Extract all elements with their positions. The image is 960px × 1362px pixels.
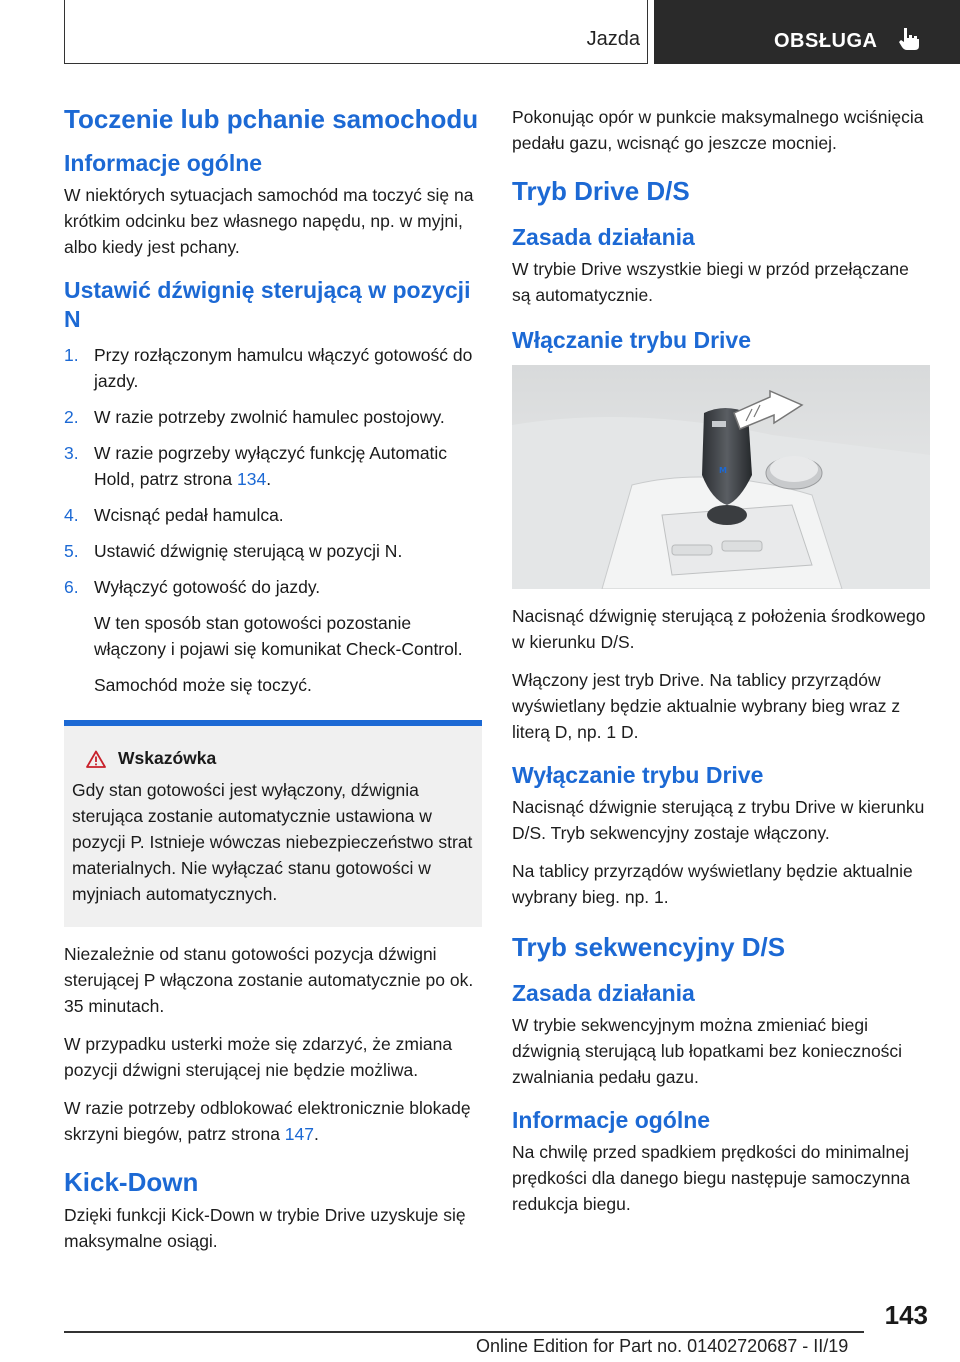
header-section-title: Jazda bbox=[586, 28, 640, 50]
steps-list bbox=[64, 342, 482, 600]
warning-box bbox=[64, 720, 482, 927]
heading-tryb-sekwencyjny: Tryb sekwencyjny D/S bbox=[512, 932, 786, 962]
warning-title: Wskazówka bbox=[72, 748, 474, 769]
list-item: 1. Przy rozłączonym hamulcu włączyć gotowość do jazdy. bbox=[64, 345, 473, 391]
heading-ustawic-dzwignie: Ustawić dźwignię sterującą w pozycji N bbox=[64, 277, 471, 332]
paragraph-zasada-sekw: W trybie sekwencyjnym można zmieniać biegi dźwignią sterującą lub łopatkami bez konieczności zwalniania pedału gazu. bbox=[512, 1015, 903, 1087]
paragraph-usterki: W przypadku usterki może się zdarzyć, że zmiana pozycji dźwigni sterującej nie będzie możliwa. bbox=[64, 1034, 453, 1080]
warning-triangle-icon bbox=[86, 750, 106, 768]
footer-edition: Online Edition for Part no. 01402720687 - II/19 bbox=[476, 1336, 849, 1356]
heading-kick-down: Kick-Down bbox=[64, 1167, 199, 1197]
list-item: 2. W razie potrzeby zwolnić hamulec postojowy. bbox=[64, 407, 445, 427]
step-note-check-control: W ten sposób stan gotowości pozostanie włączony i pojawi się komunikat Check-Control. bbox=[94, 613, 463, 659]
page-link-134[interactable]: 134 bbox=[236, 469, 267, 489]
header-tab[interactable] bbox=[654, 0, 960, 64]
header-frame bbox=[64, 0, 648, 64]
heading-informacje-ogolne-2: Informacje ogólne bbox=[512, 1107, 711, 1133]
footer-divider bbox=[64, 1331, 864, 1333]
paragraph-zasada-drive: W trybie Drive wszystkie biegi w przód przełączane są automatycznie. bbox=[512, 259, 909, 305]
svg-text:M: M bbox=[719, 466, 727, 475]
page-link-147[interactable]: 147 bbox=[284, 1124, 314, 1144]
heading-wylaczanie-drive: Wyłączanie trybu Drive bbox=[512, 762, 764, 788]
header-tab-label: OBSŁUGA bbox=[774, 30, 878, 52]
list-item: 4. Wcisnąć pedał hamulca. bbox=[64, 505, 284, 525]
paragraph-pokonujac: Pokonując opór w punkcie maksymalnego wciśnięcia pedału gazu, wcisnąć go jeszcze mocniej. bbox=[512, 107, 924, 153]
paragraph-kick-down: Dzięki funkcji Kick-Down w trybie Drive uzyskuje się maksymalne osiągi. bbox=[64, 1205, 466, 1251]
list-item: 6. Wyłączyć gotowość do jazdy. bbox=[64, 577, 321, 597]
heading-toczenie: Toczenie lub pchanie samochodu bbox=[64, 104, 479, 134]
pointing-hand-icon bbox=[896, 26, 922, 52]
heading-zasada-dzialania-drive: Zasada działania bbox=[512, 224, 695, 250]
paragraph-wylaczanie-1: Nacisnąć dźwignie sterującą z trybu Drive w kierunku D/S. Tryb sekwencyjny zostaje włączony. bbox=[512, 797, 925, 843]
step-note-toczyc: Samochód może się toczyć. bbox=[94, 675, 312, 695]
paragraph-wlaczony: Włączony jest tryb Drive. Na tablicy przyrządów wyświetlany będzie aktualnie wybrany bieg wraz z literą D, np. 1 D. bbox=[512, 670, 901, 742]
left-column bbox=[64, 104, 482, 1266]
paragraph-odblokowac: W razie potrzeby odblokować elektronicznie blokadę skrzyni biegów, patrz strona 147. bbox=[64, 1098, 471, 1144]
page-number: 143 bbox=[884, 1300, 928, 1330]
paragraph-wylaczanie-2: Na tablicy przyrządów wyświetlany będzie aktualnie wybrany bieg. np. 1. bbox=[512, 861, 913, 907]
paragraph-nacisnac-drive: Nacisnąć dźwignię sterującą z położenia środkowego w kierunku D/S. bbox=[512, 606, 926, 652]
heading-zasada-dzialania-sekw: Zasada działania bbox=[512, 980, 695, 1006]
heading-wlaczanie-drive: Włączanie trybu Drive bbox=[512, 327, 752, 353]
paragraph-informacje: W niektórych sytuacjach samochód ma toczyć się na krótkim odcinku bez własnego napędu, np. w myjni, albo kiedy jest pchany. bbox=[64, 185, 474, 257]
paragraph-informacje-2: Na chwilę przed spadkiem prędkości do minimalnej prędkości dla danego biegu następuje samoczynna redukcja biegu. bbox=[512, 1142, 910, 1214]
warning-text: Gdy stan gotowości jest wyłączony, dźwignia sterująca zostanie automatycznie ustawiona w pozycji P. Istnieje wówczas niebezpieczeństwo strat materialnych. Nie wyłączać stanu gotowości w myjniach automatycznych. bbox=[72, 780, 473, 904]
list-item: 5. Ustawić dźwignię sterującą w pozycji N. bbox=[64, 541, 403, 561]
paragraph-niezaleznie: Niezależnie od stanu gotowości pozycja dźwigni sterującej P włączona zostanie automatycznie po ok. 35 minutach. bbox=[64, 944, 474, 1016]
gear-selector-illustration bbox=[512, 365, 930, 589]
list-item: 3. W razie pogrzeby wyłączyć funkcję Automatic Hold, patrz strona 134. bbox=[64, 443, 448, 489]
right-column bbox=[512, 104, 930, 1229]
heading-informacje-ogolne: Informacje ogólne bbox=[64, 150, 263, 176]
heading-tryb-drive: Tryb Drive D/S bbox=[512, 176, 690, 206]
